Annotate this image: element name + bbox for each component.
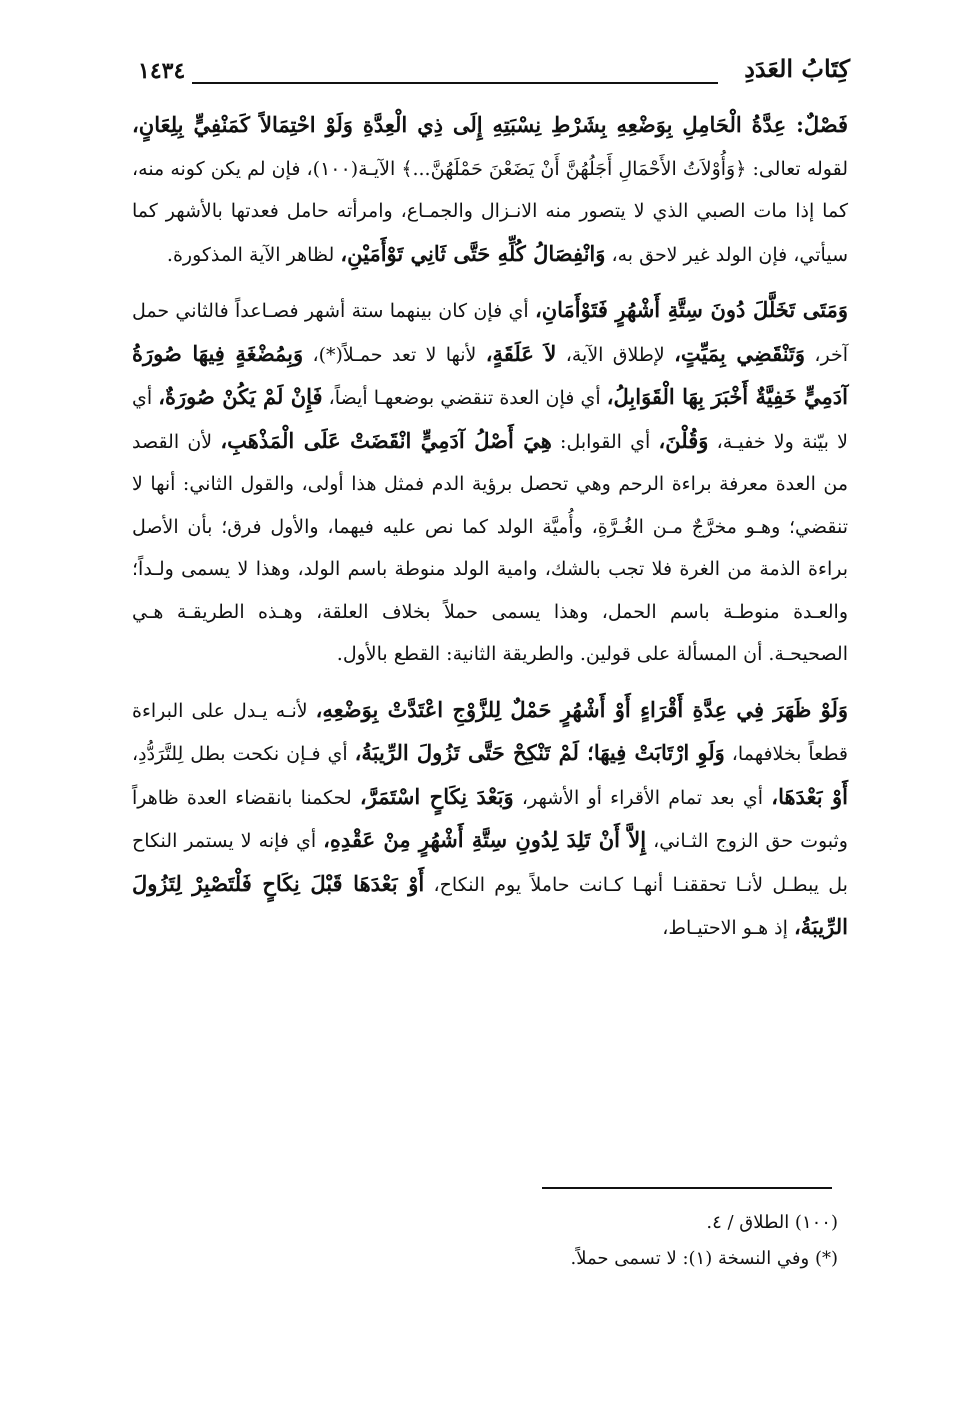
page-number: ١٤٣٤ bbox=[138, 58, 186, 84]
commentary-text: أي فإن العدة تنقضي بوضعهـا أيضاً، bbox=[322, 387, 607, 409]
matn-text: وَبِمُضْغَةٍ فِيهَا صُورَةُ آدَمِيٍّ خَفِيَّةٌ أَخْبَرَ بِهَا الْقَوَابِلُ، bbox=[132, 340, 848, 409]
header-rule bbox=[192, 82, 718, 84]
commentary-text: لقوله تعالى: ﴿وَأُوْلاَتُ الأَحْمَالِ أَجَلُهُنَّ أَنْ يَضَعْنَ حَمْلَهُنَّ...﴾ الآيـة(١٠٠)، فإن لم يكن كونه منه، كما إذا مات الصبي الذي لا يتصور منه الانـزال والجمـاع، وامرأته حامل فعدتها بالأشهر كما سيأتي، فإن الولد غير لاحق به، bbox=[132, 157, 848, 266]
matn-text: وَلَوِ ارْتَابَتْ فِيهَا؛ لَمْ تَنْكِحْ حَتَّى تَزُولَ الرِّيبَةُ، bbox=[354, 740, 725, 765]
paragraph bbox=[132, 289, 848, 676]
main-text bbox=[132, 104, 848, 963]
matn-text: وَقُلْنَ، bbox=[658, 427, 709, 453]
matn-text: إِلاَّ أَنْ تَلِدَ لِدُونِ سِتَّةِ أَشْهُرٍ مِنْ عَقْدِهِ، bbox=[323, 827, 647, 852]
matn-text: فَصْلٌ: عِدَّةُ الْحَامِلِ بِوَضْعِهِ بِشَرْطِ نِسْبَتِهِ إِلَى ذِي الْعِدَّةِ وَلَوْ احْتِمَالاً كَمَنْفِيٍّ بِلِعَانٍ، bbox=[132, 112, 848, 137]
commentary-text: أي القوابل: bbox=[551, 430, 659, 453]
paragraph bbox=[132, 689, 848, 950]
commentary-text: أي فإنه لا يستمر النكاح بل يبطـل لأنـا تحققنـا أنهـا كـانت حاملاً يوم النكاح، bbox=[132, 830, 848, 896]
footnote-1: (١٠٠) الطلاق / ٤. bbox=[706, 1212, 838, 1233]
commentary-text: أي فإن كان بينهما ستة أشهر فصـاعداً فالثاني حمل آخر، bbox=[132, 300, 848, 366]
matn-text: هِيَ أَصْلُ آدَمِيٍّ انْقَضَتْ عَلَى الْمَذْهَبِ، bbox=[220, 427, 552, 453]
footnotes bbox=[420, 1205, 838, 1277]
matn-text: وَلَوْ ظَهَرَ فِي عِدَّةِ أَقْرَاءٍ أَوْ أَشْهُرٍ حَمْلٌ لِلزَّوْجِ اعْتَدَّتْ بِوَضْعِهِ، bbox=[315, 696, 848, 722]
footnote-2: (*) وفي النسخة (١): لا تسمى حملاً. bbox=[570, 1248, 838, 1269]
matn-text: أَوْ بَعْدَهَا قَبْلَ نِكَاحٍ فَلْتَصْبِرْ لِتَزُولَ الرِّيبَةُ، bbox=[132, 870, 848, 939]
commentary-text: لأن القصد من العدة معرفة براءة الرحم وهي تحصل برؤية الدم فمثل هذا أولى، والقول الثاني: أنها لا تنقضي؛ وهـو مخرَّجٌ مـن الغُـرَّةِ، وأُميَّة الولد كما نص عليه فيهما، والأول فرق؛ بأن الأصل براءة الذمة من الغرة فلا تجب بالشك، وامية الولد منوطة باسم الولد، وهذا لا يسمى ولـداً؛ والعـدة منوطـة باسم الحمل، وهذا يسمى حملاً بخلاف العلقة، وهـذه الطريقـة هـي الصحيحـة. أن المسألة على قولين. والطريقة الثانية: القطع بالأول. bbox=[132, 430, 848, 665]
matn-text: وَبَعْدَ نِكَاحٍ اسْتَمَرَّ، bbox=[359, 783, 514, 809]
matn-text: لاَ عَلَقَةٍ، bbox=[485, 340, 557, 366]
commentary-text: لأنها لا تعد حمـلاً(*)، bbox=[303, 343, 486, 366]
commentary-text: لظاهر الآية المذكورة. bbox=[166, 243, 341, 266]
matn-text: وَتَنْقَضِي بِمَيِّتٍ، bbox=[674, 340, 806, 366]
matn-text: فَإِنْ لَمْ يَكُنْ صُورَةٌ، bbox=[158, 384, 323, 409]
running-title: كِتَابُ العَدَدِ bbox=[744, 54, 850, 83]
page-header bbox=[138, 52, 850, 92]
commentary-text: أي بعد تمام الأقراء أو الأشهر، bbox=[513, 786, 772, 809]
commentary-text: لإطلاق الآية، bbox=[556, 343, 675, 366]
matn-text: أَوْ بَعْدَهَا، bbox=[771, 783, 848, 809]
commentary-text: لحكمنا بانقضاء العدة ظاهراً وثبوت حق الزوج الثـاني، bbox=[132, 786, 848, 852]
paragraph bbox=[132, 104, 848, 276]
commentary-text: أي لا بيّنة ولا خفيـة، bbox=[132, 387, 848, 453]
matn-text: وَانْفِصَالُ كُلِّهِ حَتَّى ثَانِي تَوْأَمَيْنِ، bbox=[340, 240, 606, 266]
commentary-text: أي فـإن نكحت بطل لِلتَّرَدُّدِ، bbox=[132, 743, 355, 765]
matn-text: وَمَتَى تَخَلَّلَ دُونَ سِتَّةِ أَشْهُرٍ فَتَوْأَمَانِ، bbox=[534, 297, 848, 322]
footnote-separator bbox=[542, 1187, 832, 1189]
commentary-text: إذ هـو الاحتيـاط، bbox=[662, 917, 794, 939]
commentary-text: لأنـه يـدل على البراءة قطعاً بخلافهما، bbox=[132, 699, 848, 765]
